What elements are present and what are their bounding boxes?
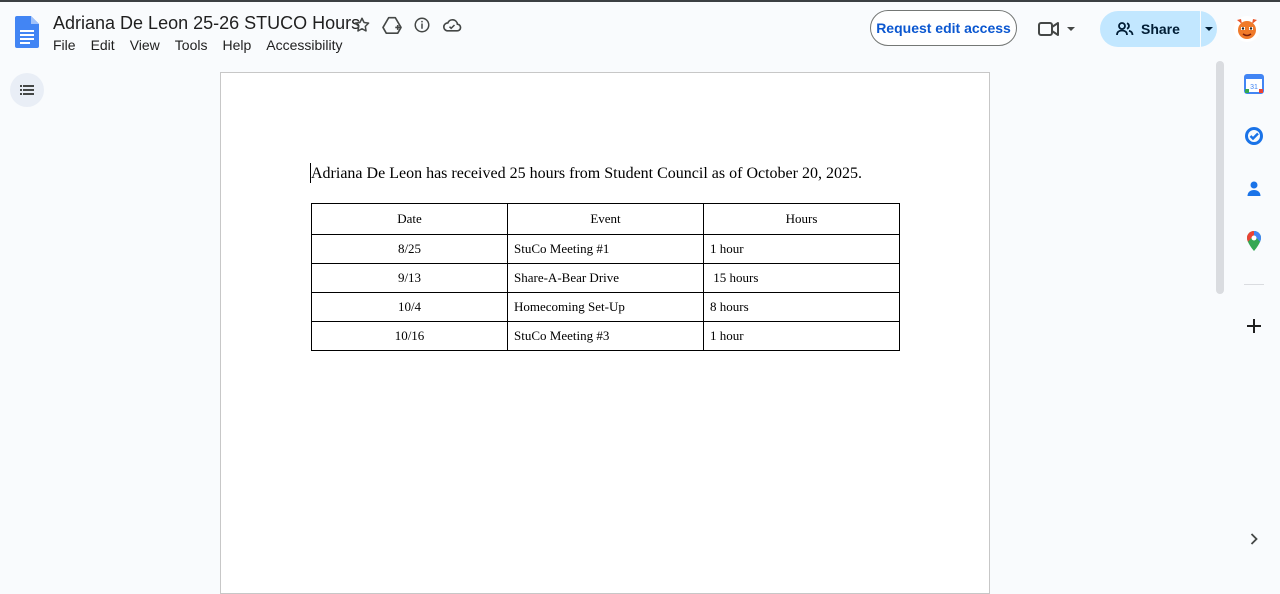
plus-icon [1246,318,1262,334]
document-page[interactable] [220,72,990,594]
cell-date[interactable]: 10/4 [312,293,508,322]
maps-app-button[interactable] [1243,230,1265,252]
cell-hours[interactable]: 8 hours [704,293,900,322]
table-row [312,293,900,322]
header-date[interactable]: Date [312,204,508,235]
chevron-right-icon [1250,533,1258,545]
calendar-icon [1244,74,1264,94]
share-label: Share [1141,21,1180,37]
cell-date[interactable]: 10/16 [312,322,508,351]
menu-view[interactable]: View [129,37,160,53]
menu-edit[interactable]: Edit [90,37,115,53]
header-hours[interactable]: Hours [704,204,900,235]
hours-table [311,203,900,351]
share-dropdown-button[interactable] [1201,11,1217,47]
meet-button[interactable] [1038,16,1084,42]
document-title[interactable]: Adriana De Leon 25-26 STUCO Hours [53,13,361,33]
cell-date[interactable]: 8/25 [312,235,508,264]
cell-event[interactable]: StuCo Meeting #1 [508,235,704,264]
cell-event[interactable]: Share-A-Bear Drive [508,264,704,293]
table-row [312,264,900,293]
side-panel-divider [1244,284,1264,285]
header-event[interactable]: Event [508,204,704,235]
cell-hours[interactable]: 1 hour [704,235,900,264]
show-side-panel-button[interactable] [1246,531,1262,547]
menu-bar [53,37,358,53]
contacts-icon [1244,179,1264,199]
share-button-group [1100,11,1217,47]
table-row [312,322,900,351]
document-outline-button[interactable] [10,73,44,107]
share-button[interactable] [1100,11,1186,47]
menu-accessibility[interactable]: Accessibility [266,37,343,53]
table-header-row [312,204,900,235]
title-actions [350,14,464,36]
svg-text:31: 31 [1250,84,1258,91]
cell-event[interactable]: Homecoming Set-Up [508,293,704,322]
google-docs-logo-icon[interactable] [15,16,39,48]
star-icon[interactable] [350,14,374,36]
menu-file[interactable]: File [53,37,76,53]
move-to-drive-icon[interactable] [380,14,404,36]
chevron-down-icon [1066,26,1076,32]
list-icon [20,85,34,95]
account-avatar-icon[interactable] [1233,15,1261,43]
caret-down-icon [1204,26,1214,32]
tasks-icon [1244,126,1264,146]
tasks-app-button[interactable] [1243,125,1265,147]
request-edit-access-button[interactable]: Request edit access [870,10,1017,46]
table-row [312,235,900,264]
get-add-ons-button[interactable] [1243,315,1265,337]
video-camera-icon [1038,21,1060,37]
vertical-scrollbar[interactable] [1216,61,1224,294]
window-top-border [0,0,1280,2]
calendar-app-button[interactable] [1243,73,1265,95]
people-icon [1116,22,1134,36]
cell-hours[interactable]: 15 hours [704,264,900,293]
maps-pin-icon [1246,231,1262,251]
cell-hours[interactable]: 1 hour [704,322,900,351]
cell-date[interactable]: 9/13 [312,264,508,293]
menu-help[interactable]: Help [222,37,252,53]
contacts-app-button[interactable] [1243,178,1265,200]
document-paragraph[interactable]: Adriana De Leon has received 25 hours from Student Council as of October 20, 2025. [311,165,862,182]
cloud-saved-icon[interactable] [440,14,464,36]
menu-tools[interactable]: Tools [174,37,208,53]
info-icon[interactable] [410,14,434,36]
cell-event[interactable]: StuCo Meeting #3 [508,322,704,351]
